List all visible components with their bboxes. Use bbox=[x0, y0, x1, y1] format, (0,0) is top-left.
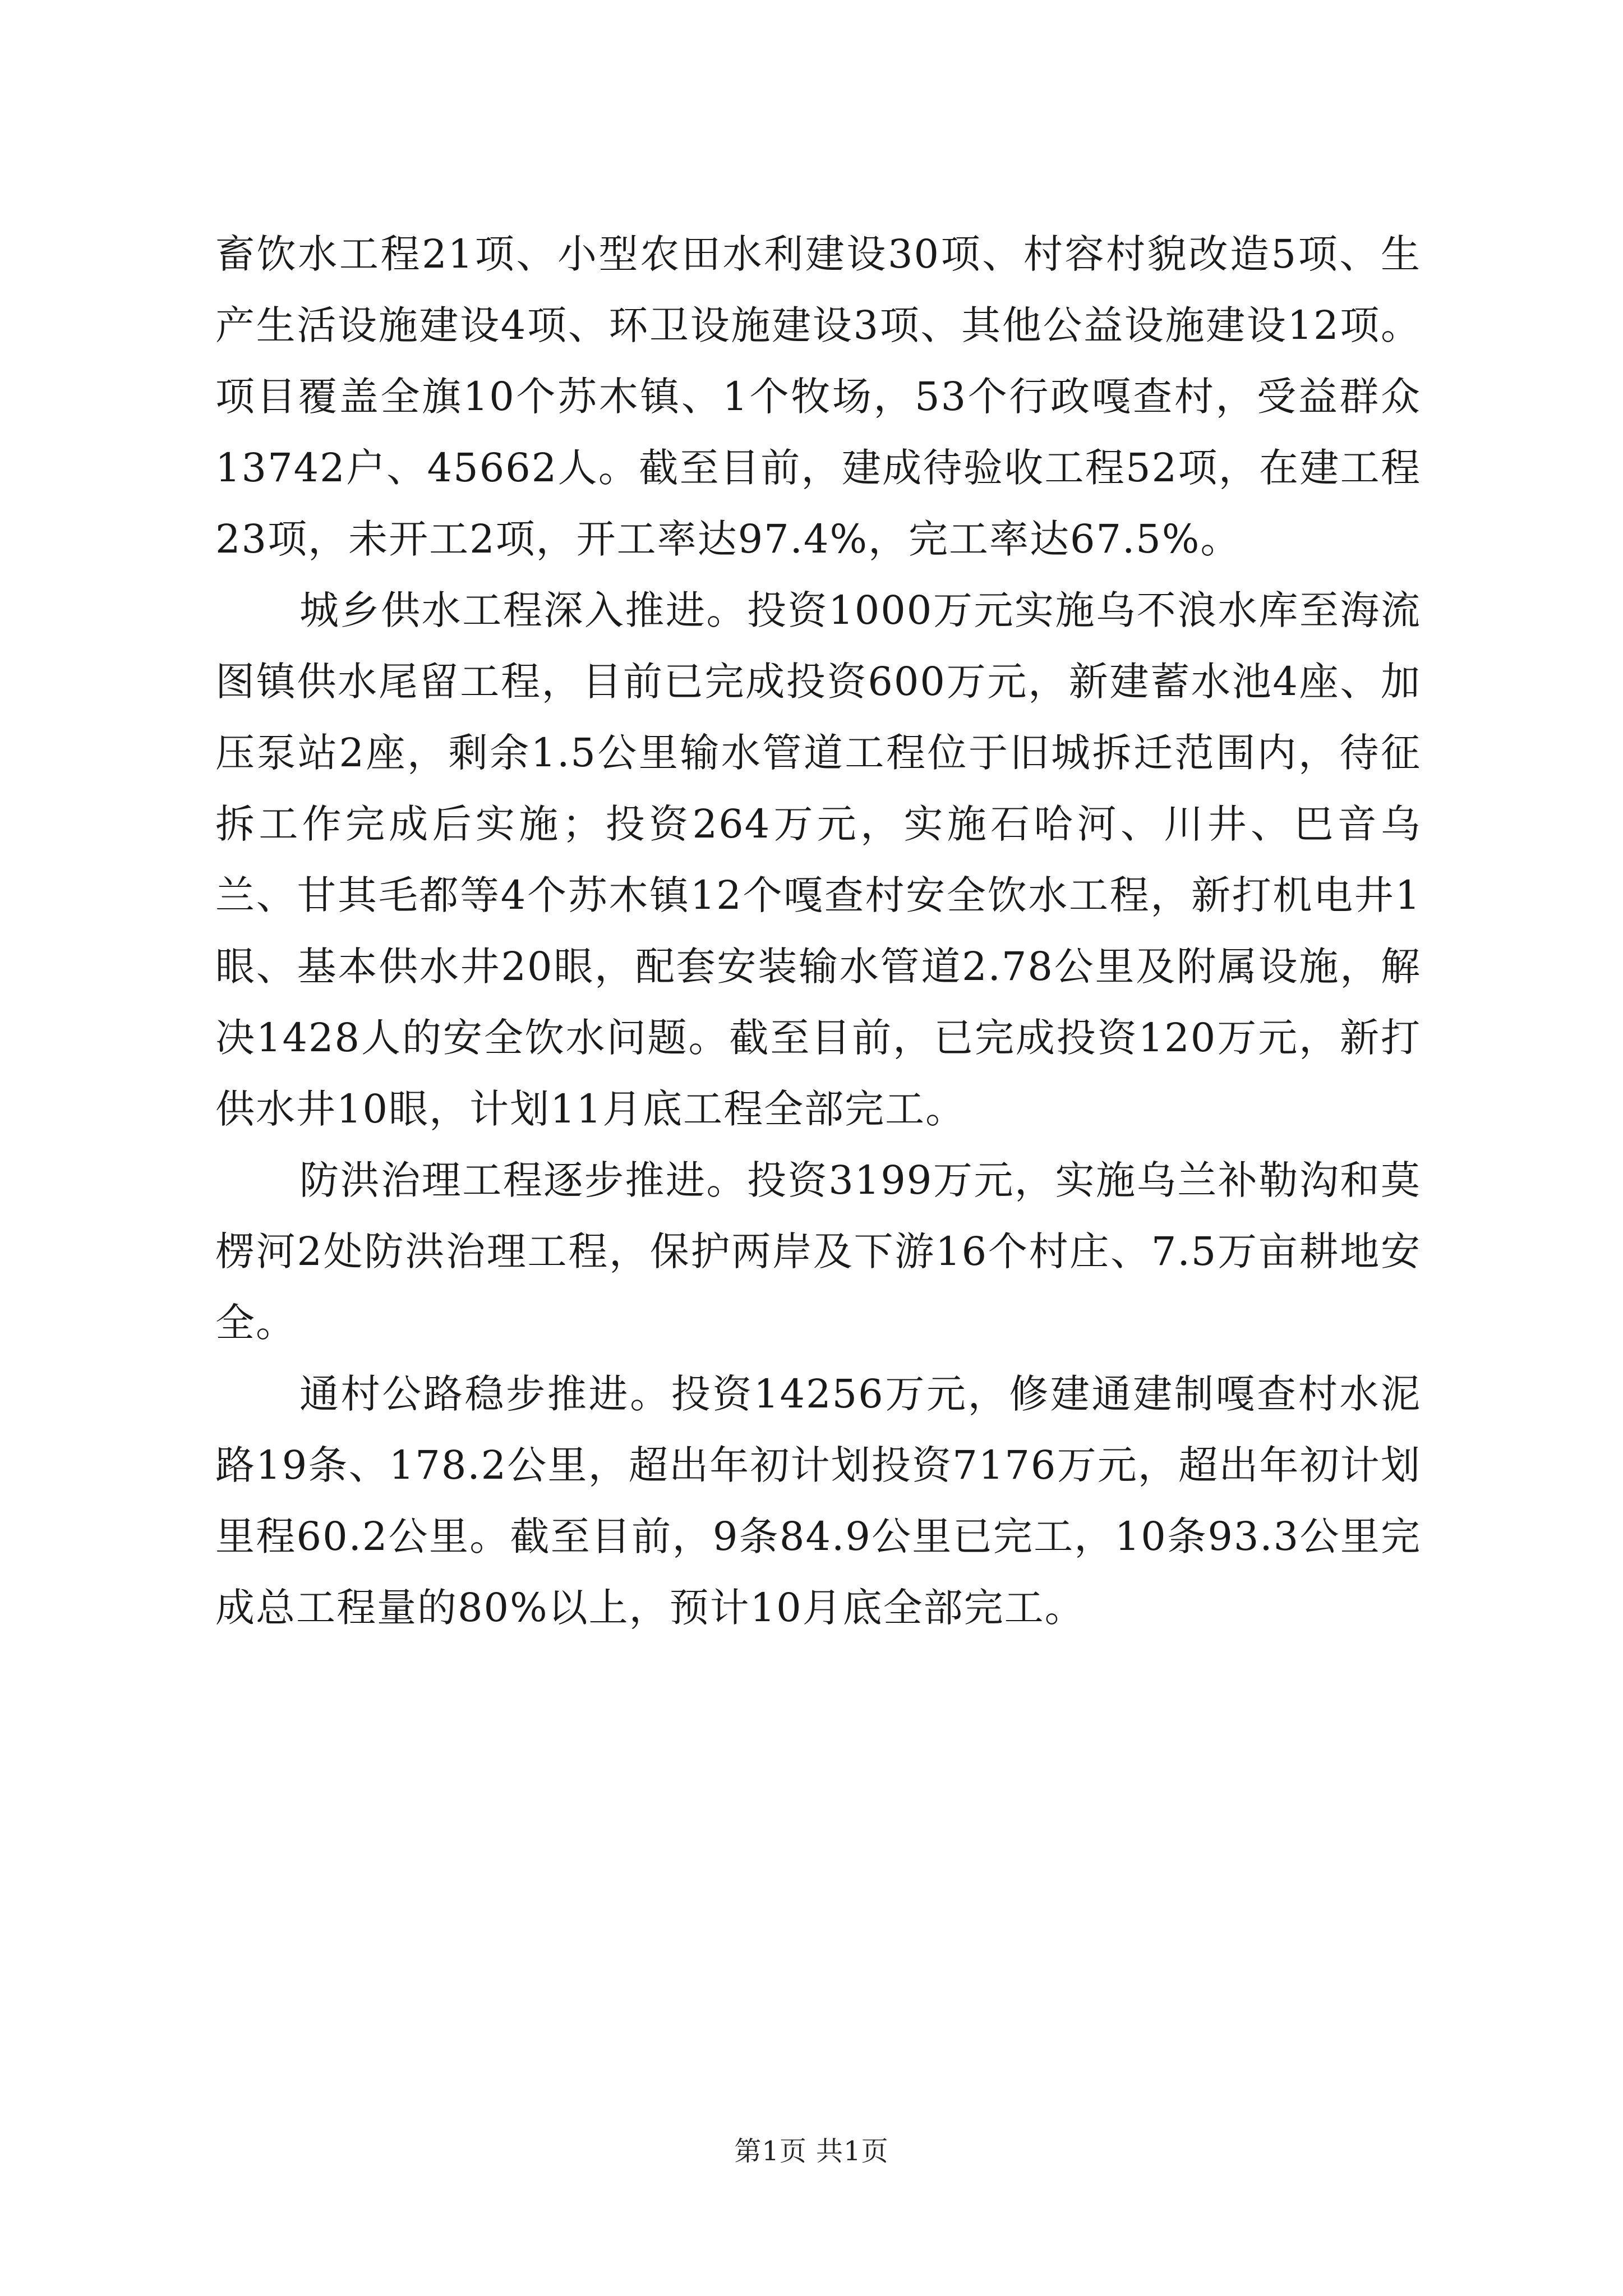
page-footer: 第1页 共1页 bbox=[734, 2136, 889, 2167]
paragraph-water-supply: 城乡供水工程深入推进。投资1000万元实施乌不浪水库至海流图镇供水尾留工程，目前已完成投资600万元，新建蓄水池4座、加压泵站2座，剩余1.5公里输水管道工程位于旧城拆迁范围内，待征拆工作完成后实施；投资264万元，实施石哈河、川井、巴音乌兰、甘其毛都等4个苏木镇12个嘎查村安全饮水工程，新打机电井1眼、基本供水井20眼，配套安装输水管道2.78公里及附属设施，解决1428人的安全饮水问题。截至目前，已完成投资120万元，新打供水井10眼，计划11月底工程全部完工。 bbox=[215, 587, 1421, 1132]
paragraph-flood-control: 防洪治理工程逐步推进。投资3199万元，实施乌兰补勒沟和莫楞河2处防洪治理工程，保护两岸及下游16个村庄、7.5万亩耕地安全。 bbox=[215, 1157, 1421, 1346]
document-body bbox=[215, 219, 1421, 1644]
paragraph-village-roads: 通村公路稳步推进。投资14256万元，修建通建制嘎查村水泥路19条、178.2公里，超出年初计划投资7176万元，超出年初计划里程60.2公里。截至目前，9条84.9公里已完工，10条93.3公里完成总工程量的80%以上，预计10月底全部完工。 bbox=[215, 1371, 1421, 1631]
paragraph-project-summary: 畜饮水工程21项、小型农田水利建设30项、村容村貌改造5项、生产生活设施建设4项、环卫设施建设3项、其他公益设施建设12项。项目覆盖全旗10个苏木镇、1个牧场，53个行政嘎查村，受益群众13742户、45662人。截至目前，建成待验收工程52项，在建工程23项，未开工2项，开工率达97.4%，完工率达67.5%。 bbox=[215, 231, 1421, 562]
